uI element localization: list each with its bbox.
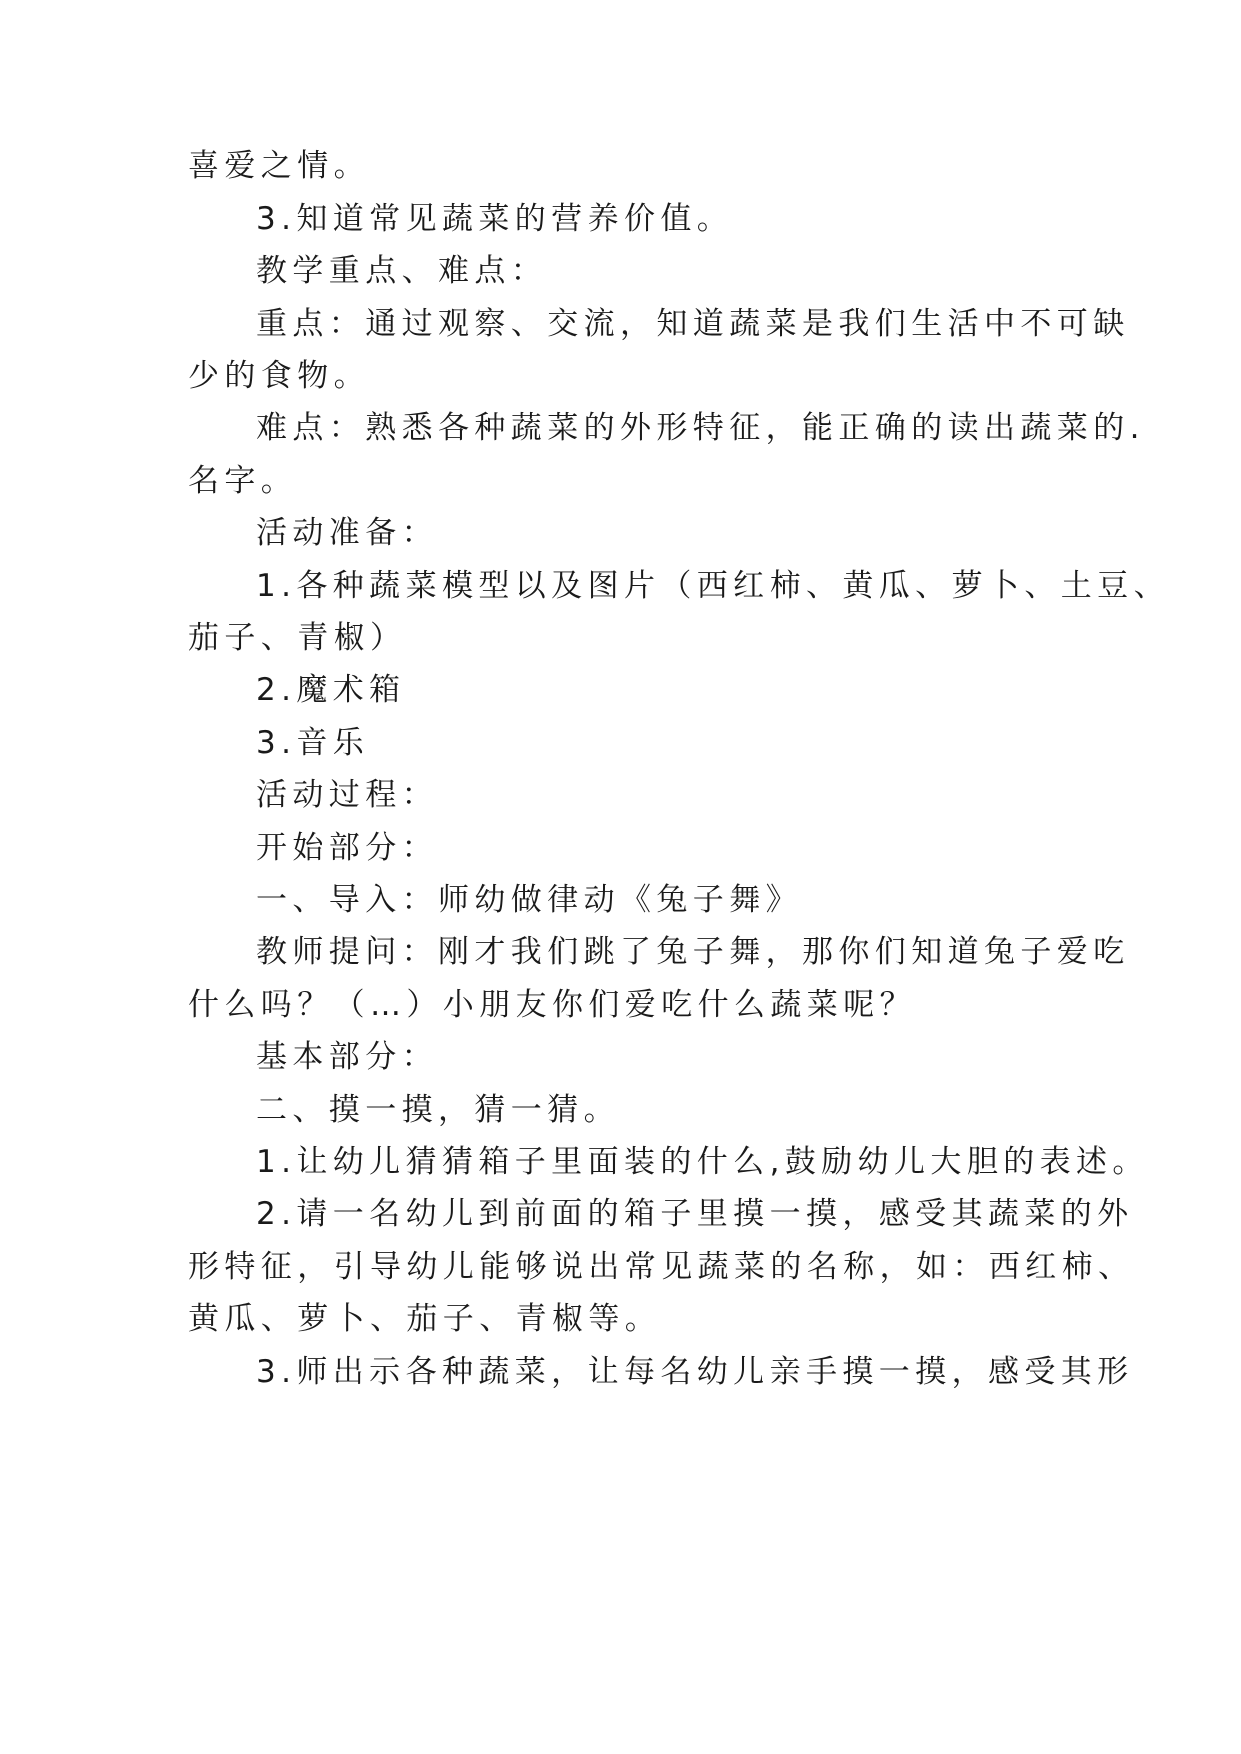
text-line: 2.魔术箱 [256,672,406,708]
text-line: 一、导入：师幼做律动《兔子舞》 [256,882,802,918]
text-line: 黄瓜、萝卜、茄子、青椒等。 [188,1301,662,1337]
text-line: 活动过程： [256,777,438,813]
text-line: 开始部分： [256,830,438,866]
text-line: 难点：熟悉各种蔬菜的外形特征，能正确的读出蔬菜的. [256,410,1145,446]
text-line: 名字。 [188,463,298,499]
text-line: 3.知道常见蔬菜的营养价值。 [256,201,734,237]
text-line: 活动准备： [256,515,438,551]
text-line: 重点：通过观察、交流，知道蔬菜是我们生活中不可缺 [256,306,1130,342]
text-line: 少的食物。 [188,358,370,394]
text-line: 教师提问：刚才我们跳了兔子舞，那你们知道兔子爱吃 [256,934,1130,970]
text-line: 喜爱之情。 [188,148,370,184]
text-line: 形特征，引导幼儿能够说出常见蔬菜的名称，如：西红柿、 [188,1249,1135,1285]
text-line: 基本部分： [256,1039,438,1075]
text-line: 教学重点、难点： [256,253,548,289]
text-line: 1.让幼儿猜猜箱子里面装的什么,鼓励幼儿大胆的表述。 [256,1144,1149,1180]
text-line: 3.音乐 [256,725,370,761]
text-line: 茄子、青椒） [188,620,407,656]
text-line: 二、摸一摸，猜一猜。 [256,1092,620,1128]
text-line: 1.各种蔬菜模型以及图片（西红柿、黄瓜、萝卜、土豆、 [256,568,1170,604]
text-line: 什么吗？（…）小朋友你们爱吃什么蔬菜呢？ [188,987,916,1023]
text-line: 3.师出示各种蔬菜，让每名幼儿亲手摸一摸，感受其形 [256,1354,1134,1390]
text-line: 2.请一名幼儿到前面的箱子里摸一摸，感受其蔬菜的外 [256,1196,1134,1232]
